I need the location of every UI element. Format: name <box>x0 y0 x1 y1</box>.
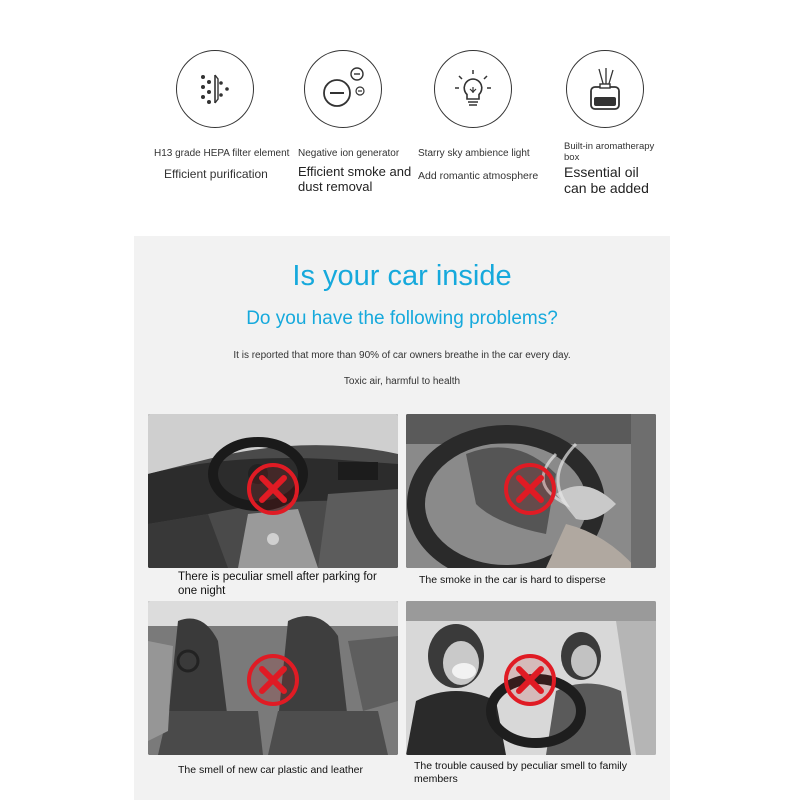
problem-caption: The smell of new car plastic and leather <box>178 764 364 776</box>
problem-caption: The smoke in the car is hard to disperse <box>419 574 606 586</box>
feature-subtitle: Add romantic atmosphere <box>418 170 539 182</box>
feature-subtitle: Efficient smoke and dust removal <box>298 164 412 194</box>
hepa-filter-icon <box>176 50 254 128</box>
problems-panel <box>134 236 670 800</box>
stat-line: It is reported that more than 90% of car owners breathe in the car every day. <box>233 350 571 361</box>
feature-subtitle: Essential oil can be added <box>564 164 649 197</box>
feature-title: Starry sky ambience light <box>418 148 530 159</box>
feature-title: H13 grade HEPA filter element <box>154 148 290 159</box>
panel-heading: Is your car inside <box>292 260 512 292</box>
aroma-bottle-icon <box>566 50 644 128</box>
feature-title: Built-in aromatherapy box <box>564 141 655 163</box>
cross-mark-icon <box>502 652 558 708</box>
problem-caption: There is peculiar smell after parking for one night <box>178 571 377 597</box>
light-bulb-icon <box>434 50 512 128</box>
cross-mark-icon <box>502 461 558 517</box>
panel-subheading: Do you have the following problems? <box>246 308 558 329</box>
feature-subtitle: Efficient purification <box>164 167 268 181</box>
health-line: Toxic air, harmful to health <box>343 376 461 387</box>
problem-caption: The trouble caused by peculiar smell to family members <box>414 760 628 785</box>
negative-ion-icon <box>304 50 382 128</box>
cross-mark-icon <box>245 461 301 517</box>
feature-title: Negative ion generator <box>298 148 400 159</box>
cross-mark-icon <box>245 652 301 708</box>
